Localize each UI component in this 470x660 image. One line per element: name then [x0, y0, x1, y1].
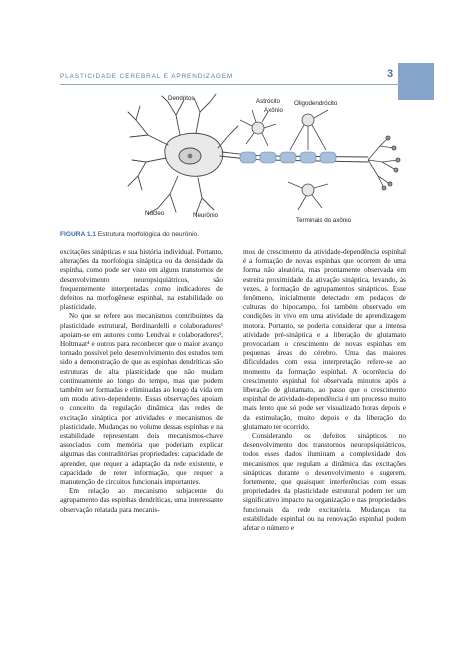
label-nucleus: Núcleo	[145, 210, 165, 217]
figure-caption	[60, 231, 400, 238]
caption-text: Estrutura morfológica do neurônio.	[97, 231, 200, 238]
paragraph: Em relação ao mecanismo subjacente do agrupamento das espinhas dendríticas, uma interessante observação relatada para mecanis-	[60, 487, 223, 514]
header-rule	[60, 84, 415, 85]
left-column	[60, 248, 223, 515]
paragraph: excitações sinápticas e sua história individual. Portanto, alterações da morfologia sináptica ou da densidade da espinha, como pode ser visto em alguns transtornos de desenvolvimento neuropsiquiátricos, são frequentemente interpretadas como indicadores de defeitos na morfogênese espinhal, na estabilidade ou plasticidade.	[60, 248, 223, 312]
right-column	[243, 248, 406, 533]
paragraph: No que se refere aos mecanismos contribuintes da plasticidade estrutural, Berdinardelli e colaboradores¹ apoiam-se em autores como Lendvai e colaboradores³, Holtmaat⁴ e outros para reconhecer que o maior avanço tornado possível pelo desenvolvimento dos estudos tem sido a demonstração de que as espinhas dendríticas são estruturas de alta plasticidade que não mudam continuamente ao longo do tempo, mas que podem também ser formadas e eliminadas ao longo da vida em um modo ativo-dependente. Essas observações apoiam o conceito da regulação dinâmica das redes de excitação sináptica por atividades e mecanismos de plasticidade. Mudanças no volume dessas espinhas e na estabilidade representam dois mecanismos-chave associados com memória que poderiam explicar algumas das contraditórias propriedades: capacidade de aprender, que requer a adaptação da rede existente, e capacidade de reter informação, que requer a manutenção de circuitos funcionais importantes.	[60, 312, 223, 487]
label-dendrites: Dendritos	[168, 95, 195, 102]
paragraph: Considerando os defeitos sinápticos no desenvolvimento dos transtornos neuropsiquiátricos, todos esses dados iluminam a complexidade dos mecanismos que regulam a dinâmica das excitações sinápticas durante o desenvolvimento e sugerem, fortemente, que quaisquer interferências com essas propriedades da plasticidade estrutural podem ter um significativo impacto na organização e nas propriedades funcionais da rede excitatória. Mudanças na estabilidade espinhal ou na renovação espinhal podem afetar o número e	[243, 432, 406, 533]
label-oligodendrocyte: Oligodendrócito	[294, 100, 338, 107]
caption-number: FIGURA 1.1	[60, 231, 97, 238]
running-title: PLASTICIDADE CEREBRAL E APRENDIZAGEM	[60, 73, 234, 80]
neuron-figure	[118, 90, 408, 230]
label-neuron: Neurônio	[193, 212, 219, 219]
paragraph: mos de crescimento da atividade-dependência espinhal é a formação de novas espinhas que ocorrem de uma forma não aleatória, mas prontamente observada em estreita proximidade da ativação sináptica, levando, às vezes, à formação de agrupamentos sinápticos. Esse fenômeno, inicialmente detectado em pedaços de culturas do hipocampo, foi também observado em condições in vivo em uma atividade de aprendizagem motora. Portanto, se poderia considerar que a intensa atividade pré-sináptica e a liberação de glutamato provocariam o crescimento de novas espinhas em pequenas áreas do cérebro. Uma das maiores dificuldades com essa interpretação refere-se ao momento da formação espinhal. A ocorrência do crescimento espinhal foi observada minutos após a liberação de glutamato, ao passo que o crescimento espinhal de atividade-dependência é um processo muito mais lento que só pode ser visualizado horas depois e da estimulação, muito depois e da liberação do glutamato ter ocorrido.	[243, 248, 406, 431]
page-number: 3	[387, 68, 394, 80]
label-axon-terminals: Terminais do axônio	[296, 217, 352, 224]
neuron-illustration	[118, 90, 408, 230]
label-astrocyte: Astrócito	[256, 98, 281, 105]
label-axon: Axônio	[264, 107, 283, 114]
